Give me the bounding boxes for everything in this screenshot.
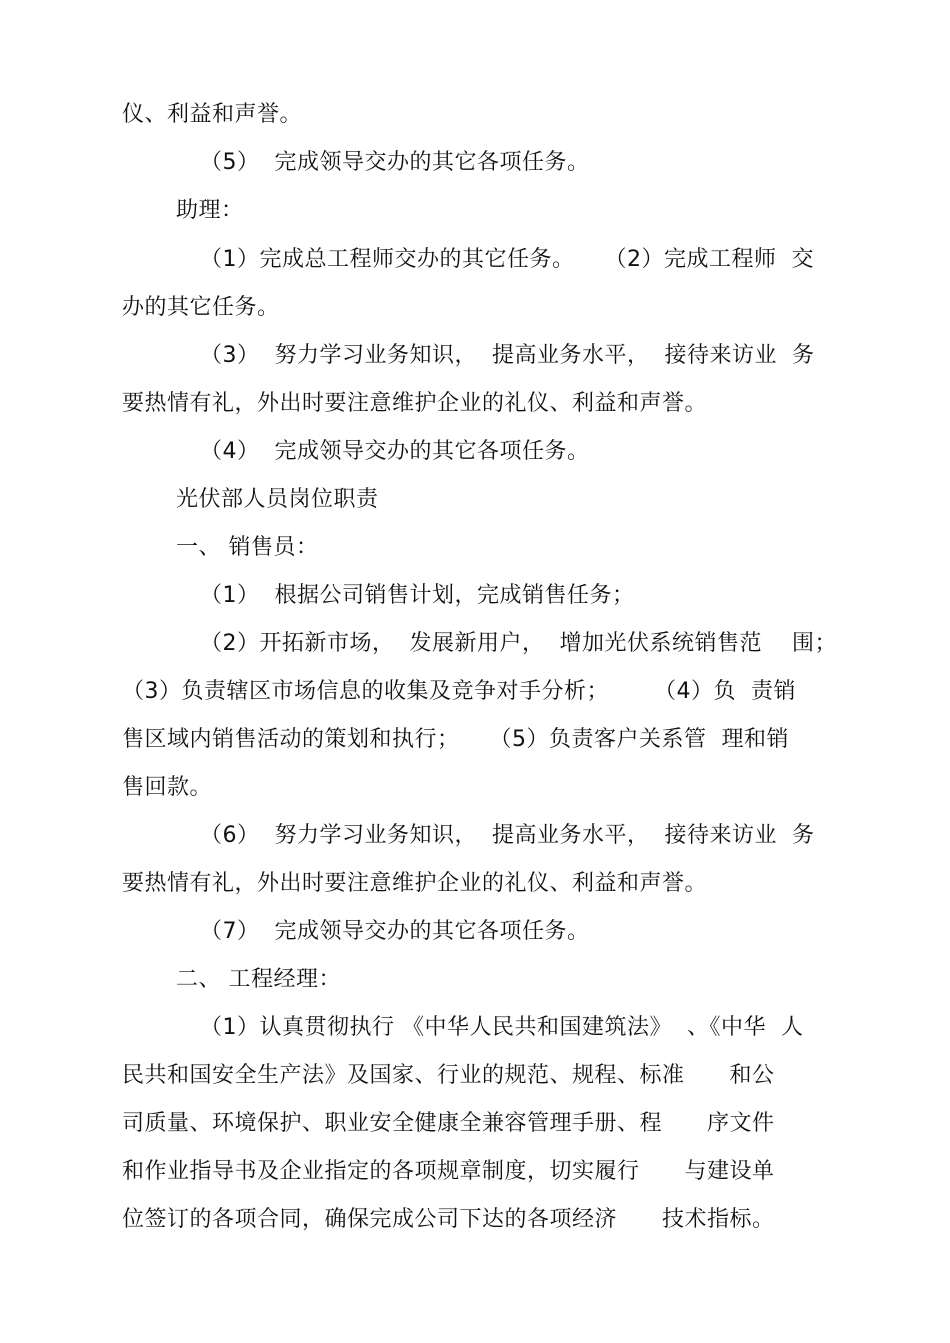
text-line: （1）认真贯彻执行 《中华人民共和国建筑法》 、《中华 人 xyxy=(200,1015,804,1040)
text-line: （1） 根据公司销售计划，完成销售任务； xyxy=(200,583,635,608)
text-line: （3） 努力学习业务知识， 提高业务水平， 接待来访业 务 xyxy=(200,343,815,368)
text-line: 售区域内销售活动的策划和执行； （5）负责客户关系管 理和销 xyxy=(122,727,789,752)
text-line: （1）完成总工程师交办的其它任务。 （2）完成工程师 交 xyxy=(200,247,814,272)
text-line: （7） 完成领导交办的其它各项任务。 xyxy=(200,919,590,944)
text-line: 要热情有礼，外出时要注意维护企业的礼仪、利益和声誉。 xyxy=(122,391,708,416)
text-line: 要热情有礼，外出时要注意维护企业的礼仪、利益和声誉。 xyxy=(122,871,708,896)
text-line: 民共和国安全生产法》及国家、行业的规范、规程、标准 和公 xyxy=(122,1063,775,1088)
text-line: 和作业指导书及企业指定的各项规章制度，切实履行 与建设单 xyxy=(122,1159,775,1184)
text-line: （4） 完成领导交办的其它各项任务。 xyxy=(200,439,590,464)
subsection-heading: 二、 工程经理： xyxy=(176,967,341,992)
text-line: 仪、利益和声誉。 xyxy=(122,102,303,127)
text-line: 位签订的各项合同，确保完成公司下达的各项经济 技术指标。 xyxy=(122,1207,775,1232)
text-line: 售回款。 xyxy=(122,775,213,800)
text-line: （6） 努力学习业务知识， 提高业务水平， 接待来访业 务 xyxy=(200,823,815,848)
text-line: 司质量、环境保护、职业安全健康全兼容管理手册、程 序文件 xyxy=(122,1111,775,1136)
text-line: 办的其它任务。 xyxy=(122,295,280,320)
text-line: 助理： xyxy=(176,198,244,223)
text-line: （5） 完成领导交办的其它各项任务。 xyxy=(200,150,590,175)
text-line: （3）负责辖区市场信息的收集及竞争对手分析； （4）负 责销 xyxy=(122,679,796,704)
text-line: （2）开拓新市场， 发展新用户， 增加光伏系统销售范 围； xyxy=(200,631,837,656)
section-heading: 光伏部人员岗位职责 xyxy=(176,487,379,512)
subsection-heading: 一、 销售员： xyxy=(176,535,319,560)
